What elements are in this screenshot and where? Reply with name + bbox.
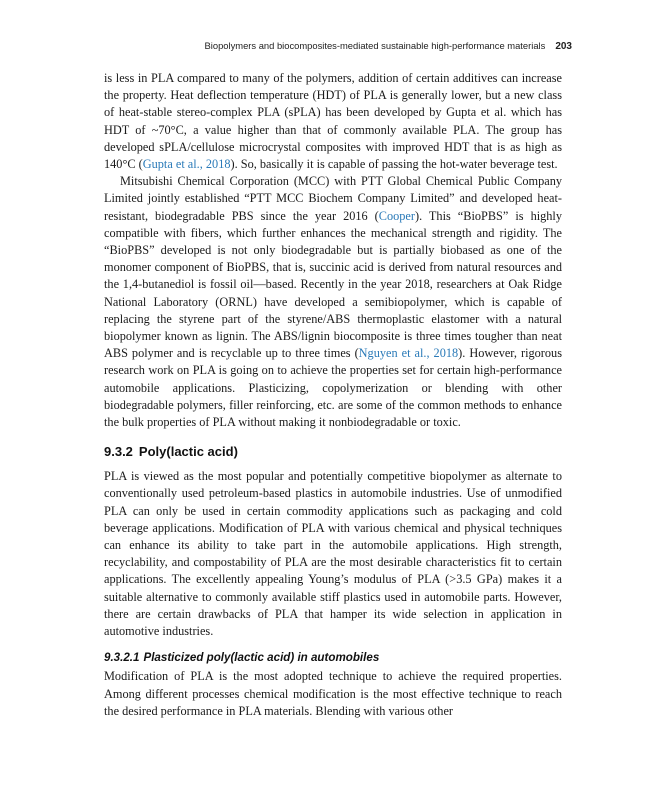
paragraph-text: ). So, basically it is capable of passing the hot-water beverage test.	[230, 157, 558, 172]
paragraph-text: ). This “BioPBS” is highly compatible with fibers, which further enhances the mechanical strength and rigidity. The “BioPBS” developed is not only biodegradable but is partially biobased as one of the monomer component of BioPBS, that is, succinic acid is derived from natural resources and the 1,4-butanediol is fossil oil—based. Recently in the year 2018, researchers at Oak Ridge National Laboratory (ORNL) have developed a semibiopolymer, which is capable of replacing the styrene part of the styrene/ABS thermoplastic elastomer with a natural biopolymer known as lignin. The ABS/lignin biocomposite is three times tougher than neat ABS polymer and is recyclable up to three times (	[104, 208, 562, 361]
subsection-heading	[104, 651, 562, 664]
paragraph-modification: Modification of PLA is the most adopted technique to achieve the required properties. Among different processes chemical modification is the most effective technique to reach the desired performance in PLA materials. Blending with various other	[104, 669, 562, 718]
page-number: 203	[555, 41, 572, 52]
citation-link[interactable]: Cooper	[378, 208, 415, 223]
section-title: Poly(lactic acid)	[138, 444, 238, 460]
paragraph-text: is less in PLA compared to many of the polymers, addition of certain additives can increase the property. Heat deflection temperature (HDT) of PLA is generally lower, but a new class of heat-stable stereo-complex PLA (sPLA) has been developed by Gupta et al. which has HDT of ~70°C, a value higher than that of commonly available PLA. The group has developed sPLA/cellulose microcrystal composites with improved HDT that is as high as 140°C (	[104, 71, 562, 172]
running-header	[88, 40, 572, 52]
citation-link[interactable]: Gupta et al., 2018	[142, 157, 231, 172]
section-number: 9.3.2	[104, 444, 133, 460]
paragraph-hdt	[104, 70, 562, 173]
paragraph-text: Mitsubishi Chemical Corporation (MCC) with PTT Global Chemical Public Company Limited jointly established “PTT MCC Biochem Company Limited” and developed heat-resistant, biodegradable PBS since the year 2016 (	[104, 174, 562, 223]
paragraph-pla: PLA is viewed as the most popular and potentially competitive biopolymer as alternate to conventionally used petroleum-based plastics in automobile industries. Use of unmodified PLA can only be used in certain commodity applications such as packaging and cold beverage applications. Modification of PLA with various chemical and physical techniques can enhance its ability to take part in the automobile applications. High strength, recyclability, and compostability of PLA are the most desirable characteristics fit to certain applications. The excellently appealing Young’s modulus of PLA (>3.5 GPa) makes it a suitable alternative to commonly available stiff plastics used in automobile parts. However, there are certain drawbacks of PLA that hamper its wide selection in application in automotive industries.	[104, 469, 562, 639]
paragraph-biopbs	[104, 173, 562, 431]
paragraph-text: ). However, rigorous research work on PLA is going on to achieve the properties set for certain high-performance automobile applications. Plasticizing, copolymerization or blending with other biodegradable polymers, filler reinforcing, etc. are some of the common methods to enhance the bulk properties of PLA without making it nonbiodegradable or toxic.	[104, 346, 562, 430]
page-body	[104, 70, 562, 720]
section-heading	[104, 444, 562, 459]
running-title: Biopolymers and biocomposites-mediated sustainable high-performance materials	[204, 40, 546, 51]
subsection-number: 9.3.2.1	[104, 651, 140, 665]
citation-link[interactable]: Nguyen et al., 2018	[358, 346, 459, 361]
subsection-title: Plasticized poly(lactic acid) in automobiles	[143, 651, 380, 665]
